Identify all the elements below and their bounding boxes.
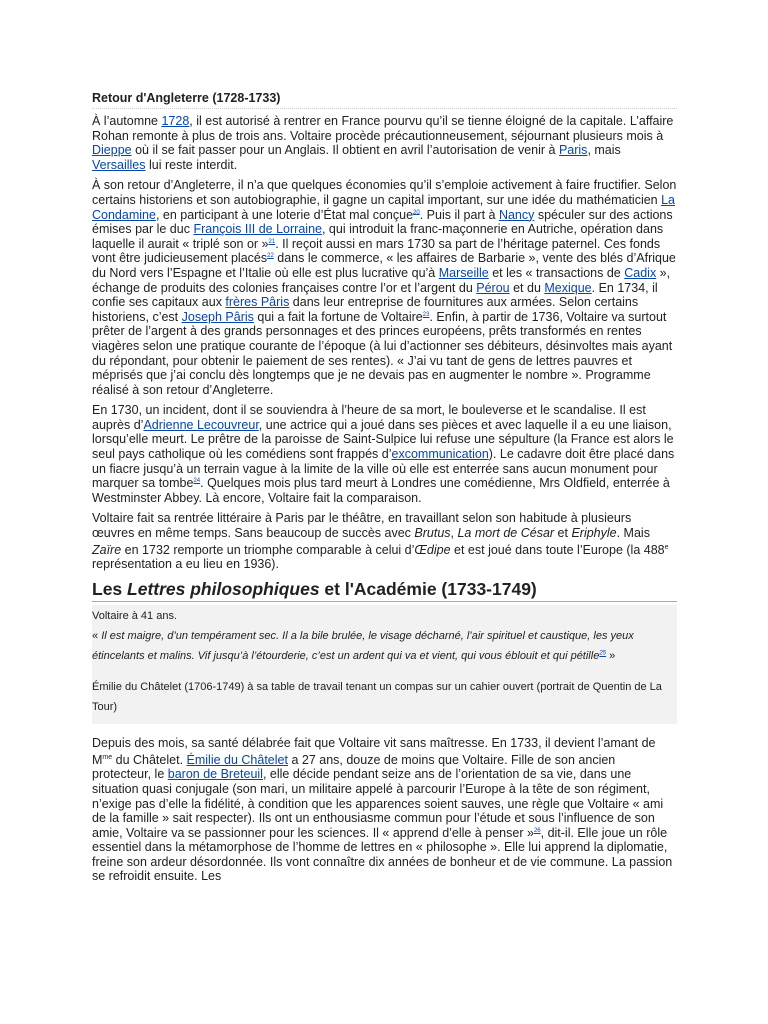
paragraph-chatelet-1: Depuis des mois, sa santé délabrée fait que Voltaire vit sans maîtresse. En 1733, il devient l’amant de $M^{me}$ du Châtelet. Émilie du Châtelet a 27 ans, douze de moins que Voltaire. Fille de son ancien protecteur, le baron de Breteuil, elle décide pendant seize ans de l’orientation de sa vie, dans une situation quasi conjugale (son mari, un militaire appelé à parcourir l’Europe à la tête de son régiment, n’exige pas d’elle la fidélité, à condition que les apparences soient sauves, une règle que Voltaire « ami de la famille » sait respecter). Ils ont un enthousiasme commun pour l’étude et sous l’influence de son amie, Voltaire va se passionner pour les sciences. Il « apprend d’elle à penser »$^{26}$, dit-il. Elle joue un rôle essentiel dans la métamorphose de l’homme de lettres en « philosophe ». Elle lui apprend la diplomatie, freine son ardeur désordonnée. Ils vont connaître dix années de bonheur et de vie commune. La passion se refroidit ensuite. Les [92,735,673,884]
link-baron-de-breteuil[interactable]: baron de Breteuil [167,767,263,782]
link-marseille[interactable]: Marseille [438,265,489,280]
paragraph-retour-1: À l’automne 1728, il est autorisé à rentrer en France pourvu qu’il se tienne éloigné de la capitale. L’affaire Rohan remonte à plus de trois ans. Voltaire procède précautionneusement, séjournant plusieurs mois à Dieppe où il se fait passer pour un Anglais. Il obtient en avril l’autorisation de venir à Paris, mais Versailles lui reste interdit. [92,114,674,172]
link-dieppe[interactable]: Dieppe [92,143,132,158]
reference-20[interactable]: 20 [413,209,420,216]
link-francois-iii-de-lorraine[interactable]: François III de Lorraine [193,222,322,237]
paragraph-retour-4: Voltaire fait sa rentrée littéraire à Paris par le théâtre, en travaillant selon son habitude à plusieurs œuvres en même temps. Sans beaucoup de succès avec Brutus, La mort de César et Eriphyle. Mais Zaïre en 1732 remporte un triomphe comparable à celui d’Œdipe et est joué dans toute l’Europe (la 488e représentation a eu lieu en 1936). [92,511,669,572]
caption-emilie-du-chatelet: Émilie du Châtelet (1706-1749) à sa table de travail tenant un compas sur un cahier ouvert (portrait de Quentin de La Tour) [92,680,662,714]
article-content [92,86,677,884]
link-joseph-paris[interactable]: Joseph Pâris [181,309,254,324]
quote-voltaire-portrait: « Il est maigre, d’un tempérament sec. Il a la bile brulée, le visage décharné, l’air spirituel et caustique, les yeux étincelants et malins. Vif jusqu’à l’étourderie, c’est un ardent qui va et vient, qui vous éblouit et qui pétille$^{25}$ » [92,629,634,663]
link-perou[interactable]: Pérou [476,280,510,295]
link-cadix[interactable]: Cadix [624,265,657,280]
reference-24[interactable]: 24 [193,478,201,485]
link-emilie-du-chatelet[interactable]: Émilie du Châtelet [186,752,288,767]
reference-25[interactable]: 25 [599,650,607,657]
reference-22[interactable]: 22 [267,253,274,260]
section-heading-retour-angleterre: Retour d'Angleterre (1728-1733) [92,90,677,109]
reference-23[interactable]: 23 [422,311,430,318]
link-freres-paris[interactable]: frères Pâris [225,295,290,310]
section-heading-lettres-philosophiques: Les Lettres philosophiques et l'Académie (1733-1749) [92,578,677,602]
link-mexique[interactable]: Mexique [544,280,592,295]
paragraph-retour-3: En 1730, un incident, dont il se souviendra à l’heure de sa mort, le bouleverse et le scandalise. Il est auprès d’Adrienne Lecouvreur, une actrice qui a joué dans ses pièces et avec laquelle il a eu une liaison, lorsqu’elle meurt. Le prêtre de la paroisse de Saint-Sulpice lui refuse une sépulture (la France est alors le seul pays catholique où les comédiens sont frappés d’excommunication). Le cadavre doit être placé dans un fiacre jusqu’à un terrain vague à la limite de la ville où elle est enterrée sans aucun monument pour marquer sa tombe$^{24}$. Quelques mois plus tard meurt à Londres une comédienne, Mrs Oldfield, enterrée à Westminster Abbey. Là encore, Voltaire fait la comparaison. [92,403,675,505]
paragraph-retour-2: À son retour d’Angleterre, il n’a que quelques économies qu’il s’emploie activement à faire fructifier. Selon certains historiens et son autobiographie, il gagne un capital important, sur une idée du mathématicien La Condamine, en participant à une loterie d’État mal conçue$^{20}$. Puis il part à Nancy spéculer sur des actions émises par le duc François III de Lorraine, qui introduit la franc-maçonnerie en Autriche, opération dans laquelle il aurait « triplé son or »$^{21}$. Il reçoit aussi en mars 1730 sa part de l’héritage paternel. Ces fonds vont être judicieusement placés$^{22}$ dans le commerce, « les affaires de Barbarie », vente des blés d’Afrique du Nord vers l’Espagne et l’Italie où elle est plus lucrative qu’à Marseille et les « transactions de Cadix », échange de produits des colonies françaises contre l’or et l’argent du Pérou et du Mexique. En 1734, il confie ses capitaux aux frères Pâris dans leur entreprise de fournitures aux armées. Selon certains historiens, c’est Joseph Pâris qui a fait la fortune de Voltaire$^{23}$. Enfin, à partir de 1736, Voltaire va surtout prêter de l’argent à des grands personnages et des princes européens, prêts transformés en rentes viagères selon une pratique courante de l’époque (à lui d’actionner ses débiteurs, désinvoltes mais ayant du répondant, pour obtenir le paiement de ses rentes). « J’ai vu tant de gens de lettres pauvres et méprisés que j’ai conclu dès longtemps que je ne devais pas en augmenter le nombre ». Programme réalisé à son retour d’Angleterre. [92,178,677,397]
image-caption-box [92,605,677,724]
reference-26[interactable]: 26 [533,827,541,834]
link-1728[interactable]: 1728 [161,114,190,128]
link-paris[interactable]: Paris [558,143,588,158]
caption-voltaire: Voltaire à 41 ans. [92,609,178,622]
link-la-condamine[interactable]: La Condamine [92,192,675,222]
reference-21[interactable]: 21 [268,238,276,245]
link-nancy[interactable]: Nancy [498,207,535,222]
link-adrienne-lecouvreur[interactable]: Adrienne Lecouvreur [143,417,259,432]
link-excommunication[interactable]: excommunication [391,447,489,462]
link-versailles[interactable]: Versailles [92,157,146,172]
